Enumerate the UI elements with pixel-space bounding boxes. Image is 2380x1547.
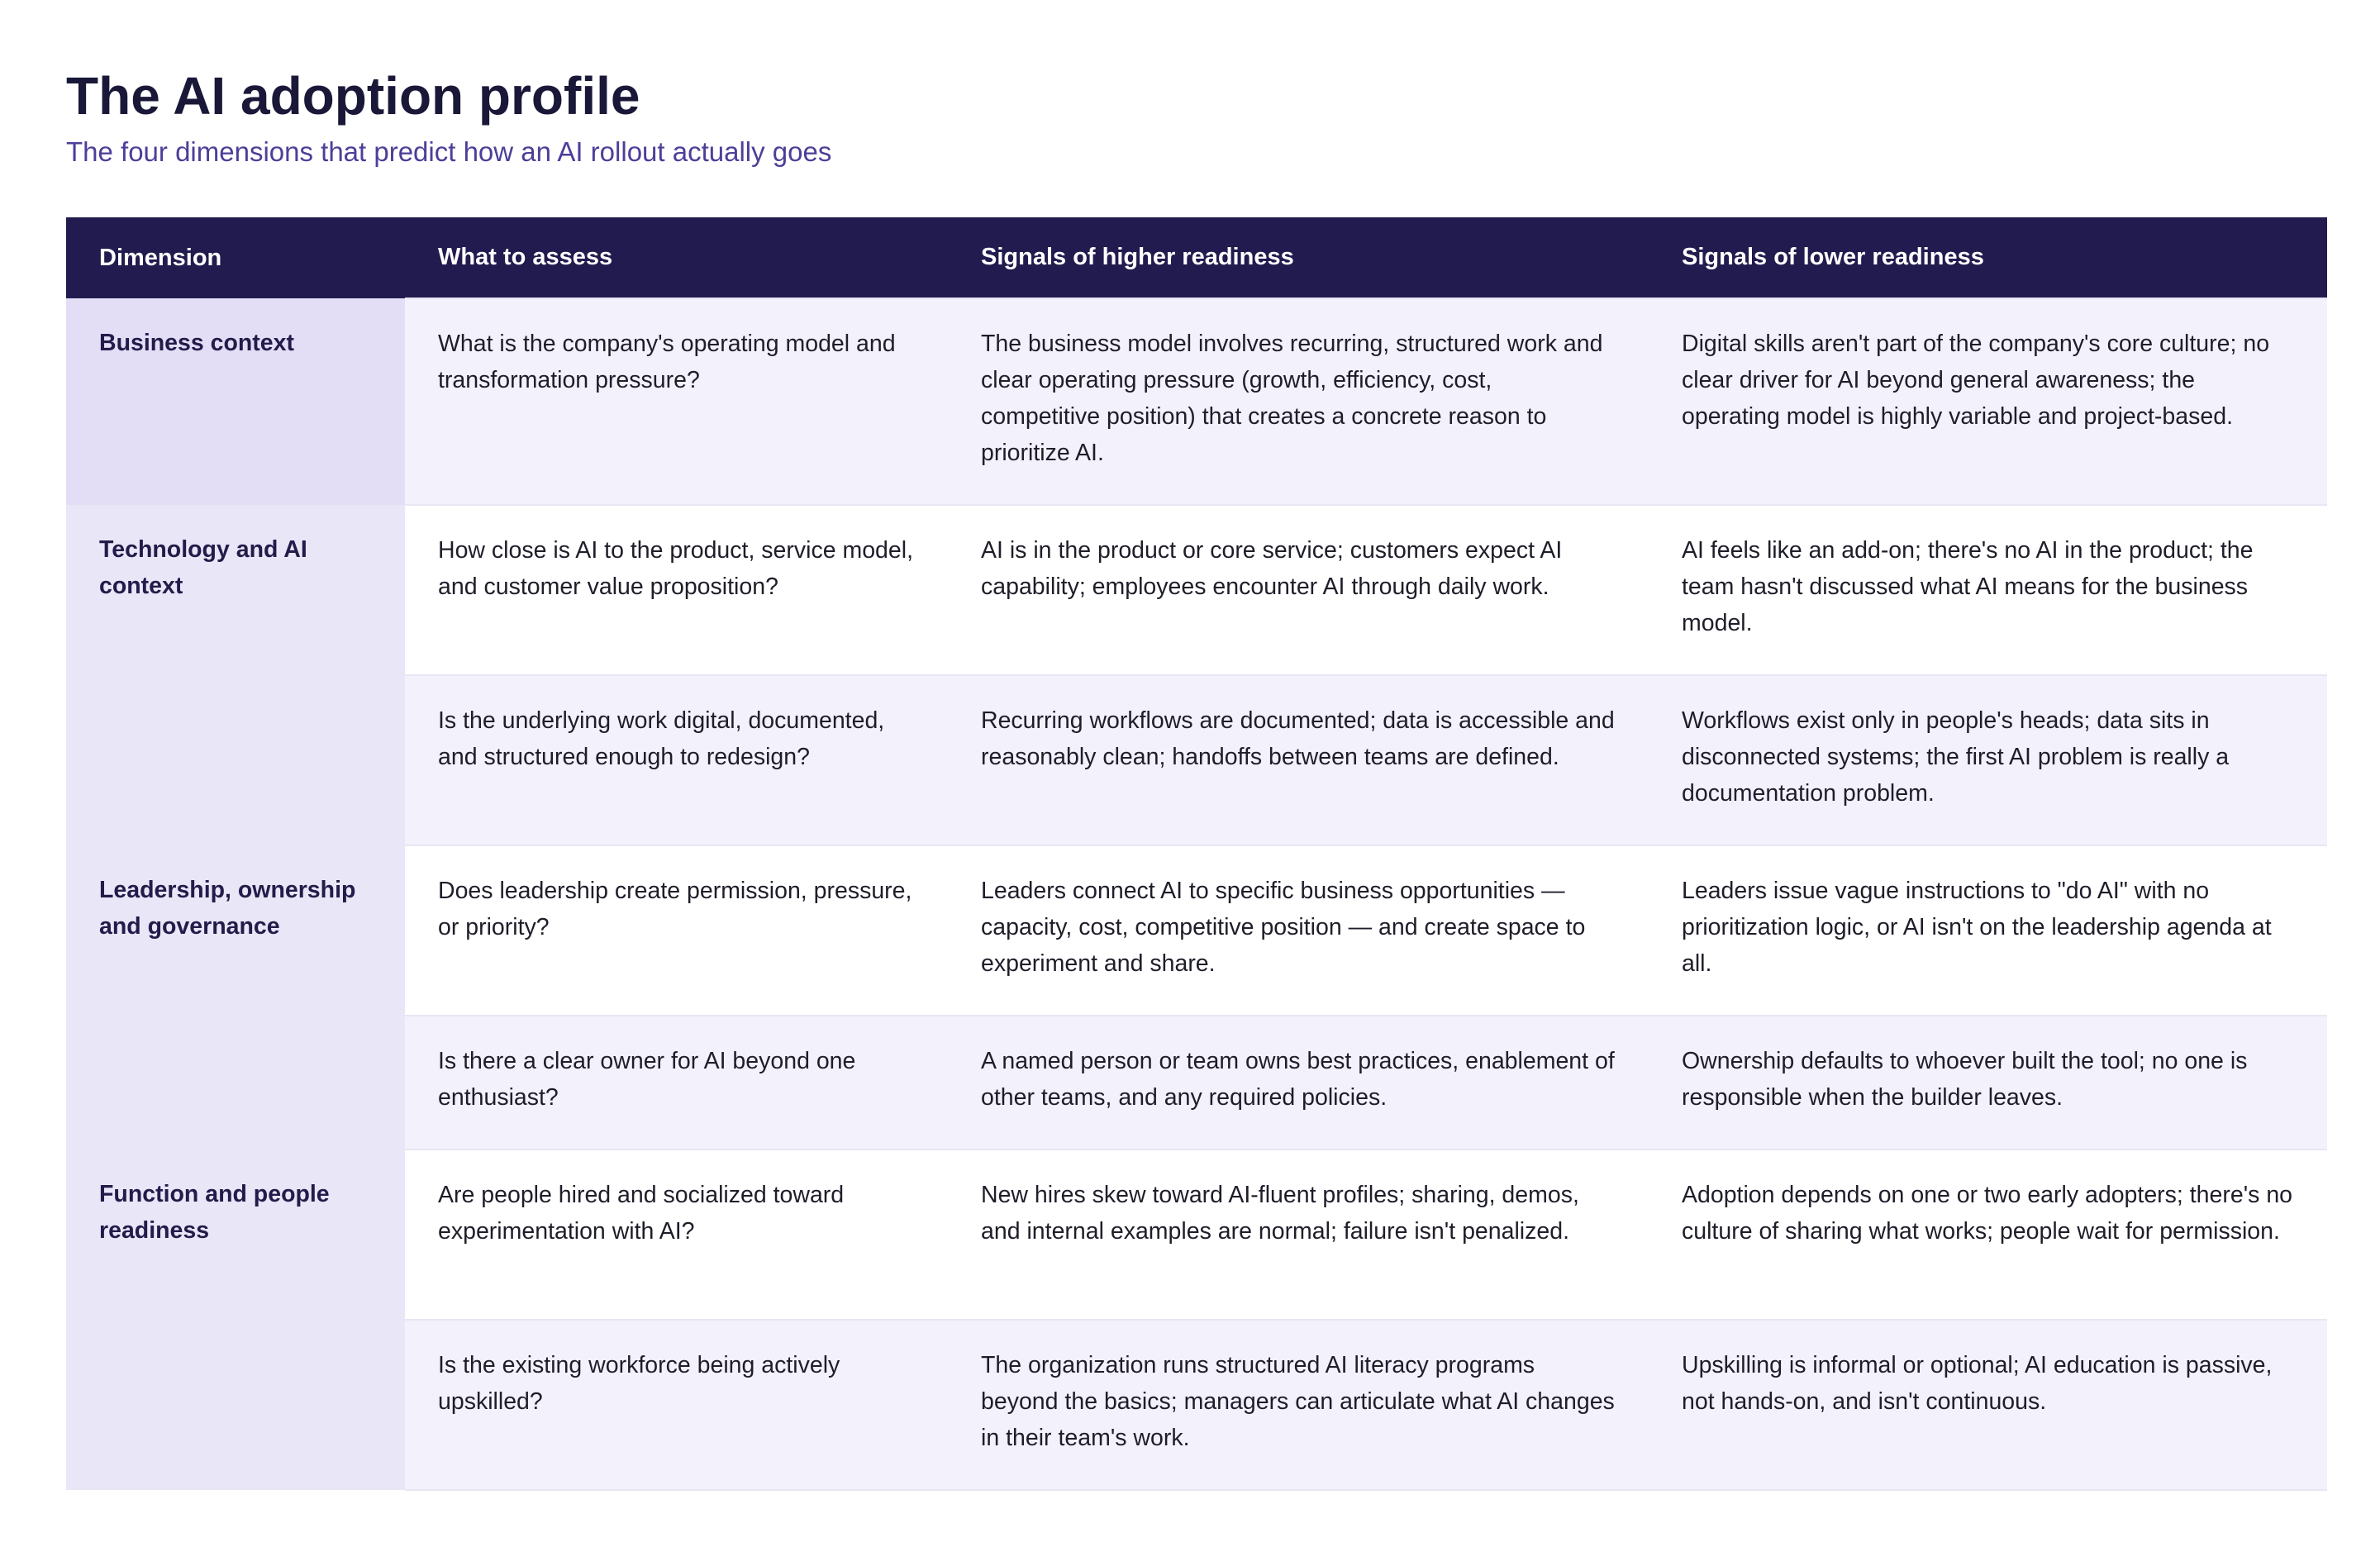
assess-cell: Is there a clear owner for AI beyond one enthusiast? [405,1016,948,1150]
lower-readiness-cell: AI feels like an add-on; there's no AI in the product; the team hasn't discussed what AI means for the business model. [1649,505,2327,675]
higher-readiness-cell: The organization runs structured AI literacy programs beyond the basics; managers can articulate what AI changes in their team's work. [948,1320,1649,1490]
assess-cell: Is the underlying work digital, documented, and structured enough to redesign? [405,675,948,845]
lower-readiness-cell: Ownership defaults to whoever built the tool; no one is responsible when the builder leaves. [1649,1016,2327,1150]
table-header-row [66,217,2327,298]
assess-cell: How close is AI to the product, service model, and customer value proposition? [405,505,948,675]
table-row [66,845,2327,1016]
header-lower-readiness: Signals of lower readiness [1682,244,1984,270]
higher-readiness-cell: New hires skew toward AI-fluent profiles; sharing, demos, and internal examples are normal; failure isn't penalized. [948,1150,1649,1320]
table-row [66,505,2327,675]
page-subtitle: The four dimensions that predict how an AI rollout actually goes [66,136,832,167]
table-row [66,1016,2327,1150]
assess-cell: Does leadership create permission, pressure, or priority? [405,845,948,1016]
header-dimension: Dimension [99,244,222,271]
table-row [66,298,2327,505]
page-title: The AI adoption profile [66,66,640,126]
lower-readiness-cell: Upskilling is informal or optional; AI education is passive, not hands-on, and isn't continuous. [1649,1320,2327,1490]
table-row [66,675,2327,845]
table-row [66,1150,2327,1320]
table-row [66,1320,2327,1490]
assess-cell: What is the company's operating model and transformation pressure? [405,298,948,505]
header-higher-readiness: Signals of higher readiness [981,244,1294,270]
dimension-leadership-governance: Leadership, ownership and governance [66,845,405,1150]
adoption-profile-table [66,217,2327,1491]
dimension-technology-ai-context: Technology and AI context [66,505,405,845]
higher-readiness-cell: The business model involves recurring, structured work and clear operating pressure (growth, efficiency, cost, competitive position) that creates a concrete reason to prioritize AI. [948,298,1649,505]
higher-readiness-cell: Recurring workflows are documented; data is accessible and reasonably clean; handoffs between teams are defined. [948,675,1649,845]
dimension-function-people-readiness: Function and people readiness [66,1150,405,1490]
lower-readiness-cell: Workflows exist only in people's heads; data sits in disconnected systems; the first AI problem is really a documentation problem. [1649,675,2327,845]
lower-readiness-cell: Leaders issue vague instructions to "do AI" with no prioritization logic, or AI isn't on the leadership agenda at all. [1649,845,2327,1016]
header-what-to-assess: What to assess [438,244,613,270]
higher-readiness-cell: Leaders connect AI to specific business opportunities — capacity, cost, competitive position — and create space to experiment and share. [948,845,1649,1016]
lower-readiness-cell: Adoption depends on one or two early adopters; there's no culture of sharing what works; people wait for permission. [1649,1150,2327,1320]
assess-cell: Is the existing workforce being actively upskilled? [405,1320,948,1490]
assess-cell: Are people hired and socialized toward experimentation with AI? [405,1150,948,1320]
higher-readiness-cell: AI is in the product or core service; customers expect AI capability; employees encounter AI through daily work. [948,505,1649,675]
lower-readiness-cell: Digital skills aren't part of the company's core culture; no clear driver for AI beyond general awareness; the operating model is highly variable and project-based. [1649,298,2327,505]
dimension-business-context: Business context [66,298,405,505]
higher-readiness-cell: A named person or team owns best practices, enablement of other teams, and any required policies. [948,1016,1649,1150]
